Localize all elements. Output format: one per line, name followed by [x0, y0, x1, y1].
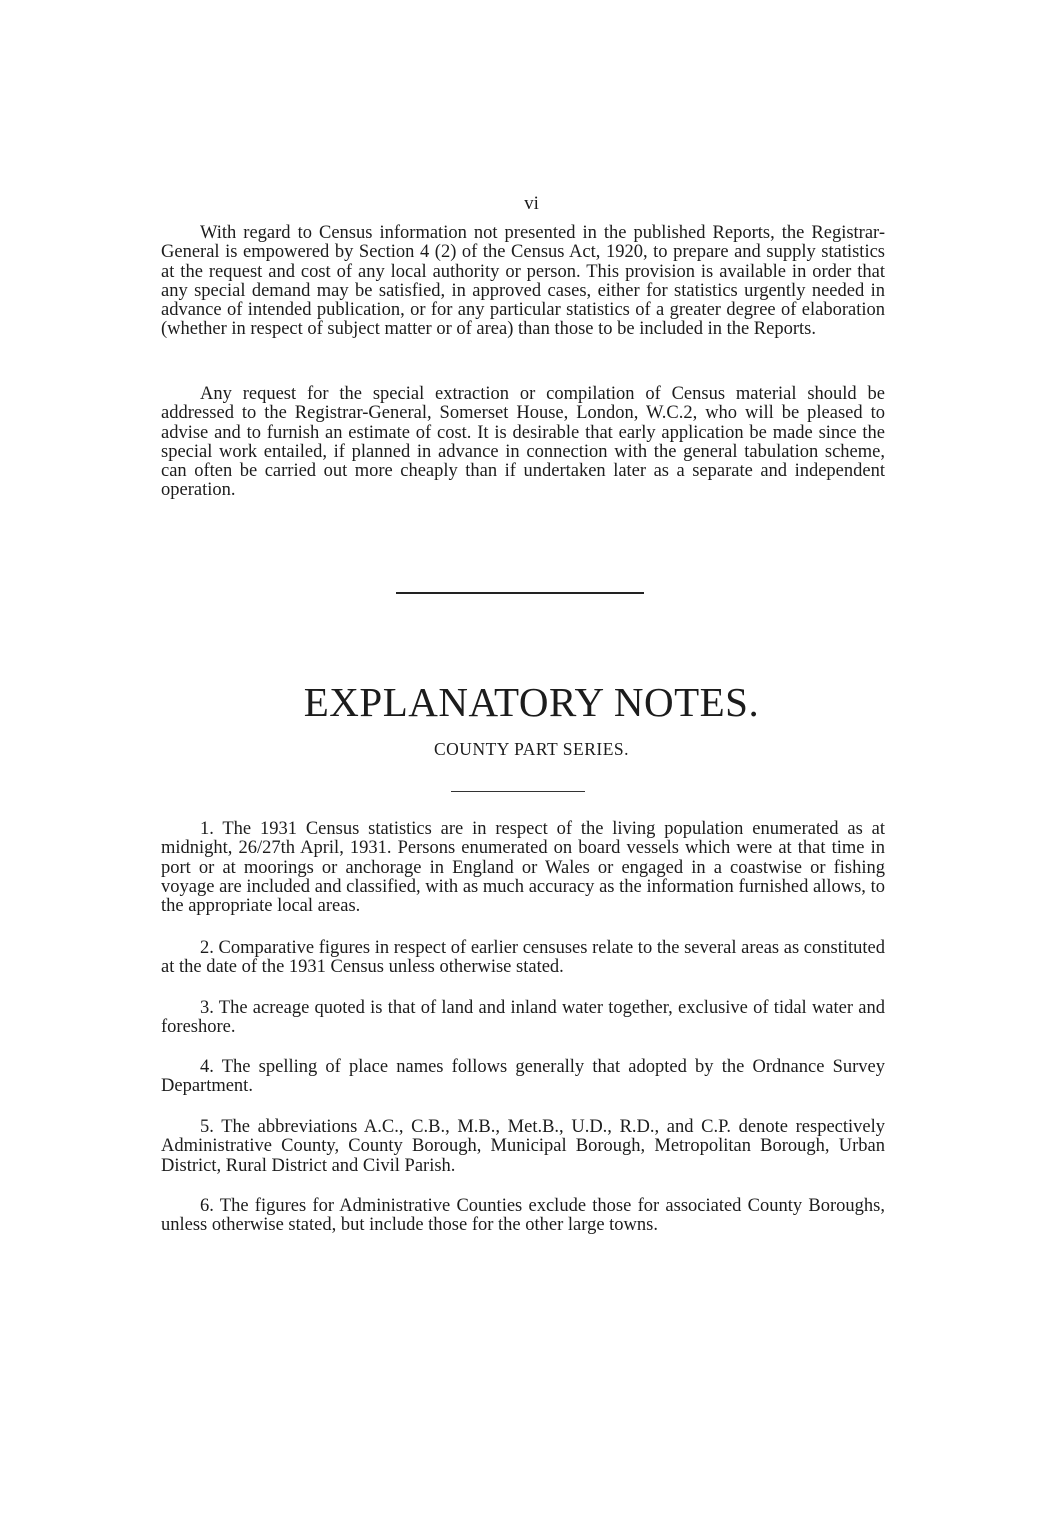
note-6: 6. The figures for Administrative Counties exclude those for associated County Boroughs, unless otherwise stated, but include those for the other large towns. — [161, 1196, 885, 1236]
note-3: 3. The acreage quoted is that of land and inland water together, exclusive of tidal water and foreshore. — [161, 998, 885, 1038]
note-1: 1. The 1931 Census statistics are in respect of the living population enumerated as at midnight, 26/27th April, 1931. Persons enumerated on board vessels which were at that time in port or at moorings or anchorage in England or Wales or engaged in a coastwise or fishing voyage are included and classified, with as much accuracy as the information furnished allows, to the appropriate local areas. — [161, 819, 885, 917]
intro-paragraph-special-requests: Any request for the special extraction or compilation of Census material should be addressed to the Registrar-General, Somerset House, London, W.C.2, who will be pleased to advise and to furnish an estimate of cost. It is desirable that early application be made since the special work entailed, if planned in advance in connection with the general tabulation scheme, can often be carried out more cheaply than if undertaken later as a separate and independent operation. — [161, 384, 885, 501]
heading-divider — [451, 791, 585, 792]
note-2: 2. Comparative figures in respect of earlier censuses relate to the several areas as constituted at the date of the 1931 Census unless otherwise stated. — [161, 938, 885, 978]
note-5: 5. The abbreviations A.C., C.B., M.B., Met.B., U.D., R.D., and C.P. denote respectively Administrative County, County Borough, Municipal Borough, Metropolitan Borough, Urban District, Rural District and Civil Parish. — [161, 1117, 885, 1176]
page-number: vi — [524, 193, 539, 214]
county-part-series-subheading: COUNTY PART SERIES. — [434, 739, 629, 759]
intro-paragraph-census-information: With regard to Census information not presented in the published Reports, the Registrar-General is empowered by Section 4 (2) of the Census Act, 1920, to prepare and supply statistics at the request and cost of any local authority or person. This provision is available in order that any special demand may be satisfied, in approved cases, either for statistics urgently needed in advance of intended publication, or for any particular statistics of a greater degree of elaboration (whether in respect of subject matter or of area) than those to be included in the Reports. — [161, 223, 885, 340]
explanatory-notes-heading: EXPLANATORY NOTES. — [303, 679, 760, 725]
note-4: 4. The spelling of place names follows generally that adopted by the Ordnance Survey Department. — [161, 1057, 885, 1097]
section-divider — [396, 592, 644, 594]
